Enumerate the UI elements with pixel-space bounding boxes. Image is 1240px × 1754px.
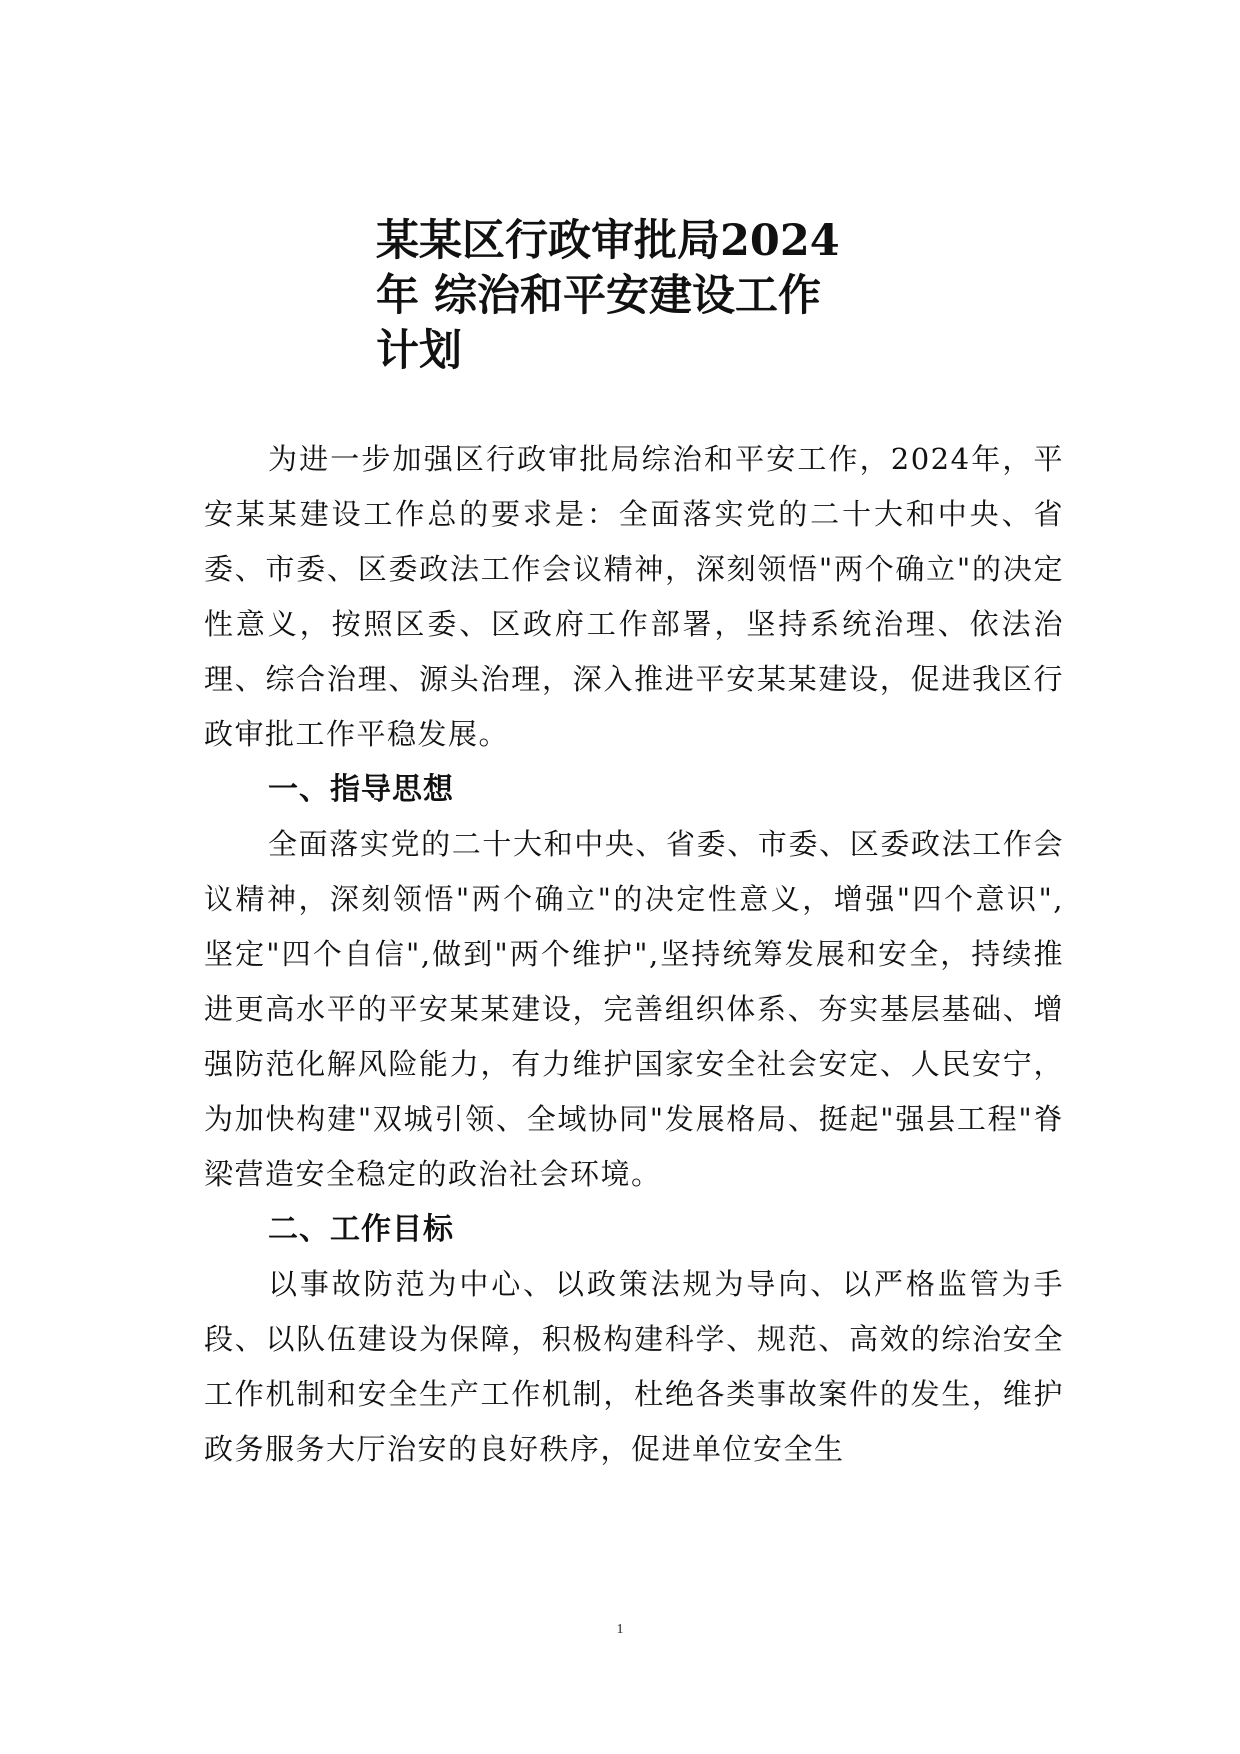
title-line-1: 某某区行政审批局2024 xyxy=(376,216,840,266)
document-body xyxy=(204,432,1064,1477)
title-line-2: 年 综治和平安建设工作 xyxy=(376,271,821,321)
section-heading-work-goals: 二、工作目标 xyxy=(268,1212,454,1247)
section-heading-guiding-ideology: 一、指导思想 xyxy=(268,772,454,807)
intro-paragraph: 为进一步加强区行政审批局综治和平安工作，2024年，平安某某建设工作总的要求是：全面落实党的二十大和中央、省委、市委、区委政法工作会议精神，深刻领悟"两个确立"的决定性意义，按照区委、区政府工作部署，坚持系统治理、依法治理、综合治理、源头治理，深入推进平安某某建设，促进我区行政审批工作平稳发展。 xyxy=(204,442,1064,751)
page-number: 1 xyxy=(616,1622,624,1637)
section-paragraph-work-goals: 以事故防范为中心、以政策法规为导向、以严格监管为手段、以队伍建设为保障，积极构建科学、规范、高效的综治安全工作机制和安全生产工作机制，杜绝各类事故案件的发生，维护政务服务大厅治安的良好秩序，促进单位安全生 xyxy=(204,1267,1064,1466)
document-title xyxy=(376,214,896,379)
title-line-3: 计划 xyxy=(376,326,462,376)
section-paragraph-guiding-ideology: 全面落实党的二十大和中央、省委、市委、区委政法工作会议精神，深刻领悟"两个确立"的决定性意义，增强"四个意识",坚定"四个自信",做到"两个维护",坚持统筹发展和安全，持续推进更高水平的平安某某建设，完善组织体系、夯实基层基础、增强防范化解风险能力，有力维护国家安全社会安定、人民安宁，为加快构建"双城引领、全域协同"发展格局、挺起"强县工程"脊梁营造安全稳定的政治社会环境。 xyxy=(204,827,1064,1191)
